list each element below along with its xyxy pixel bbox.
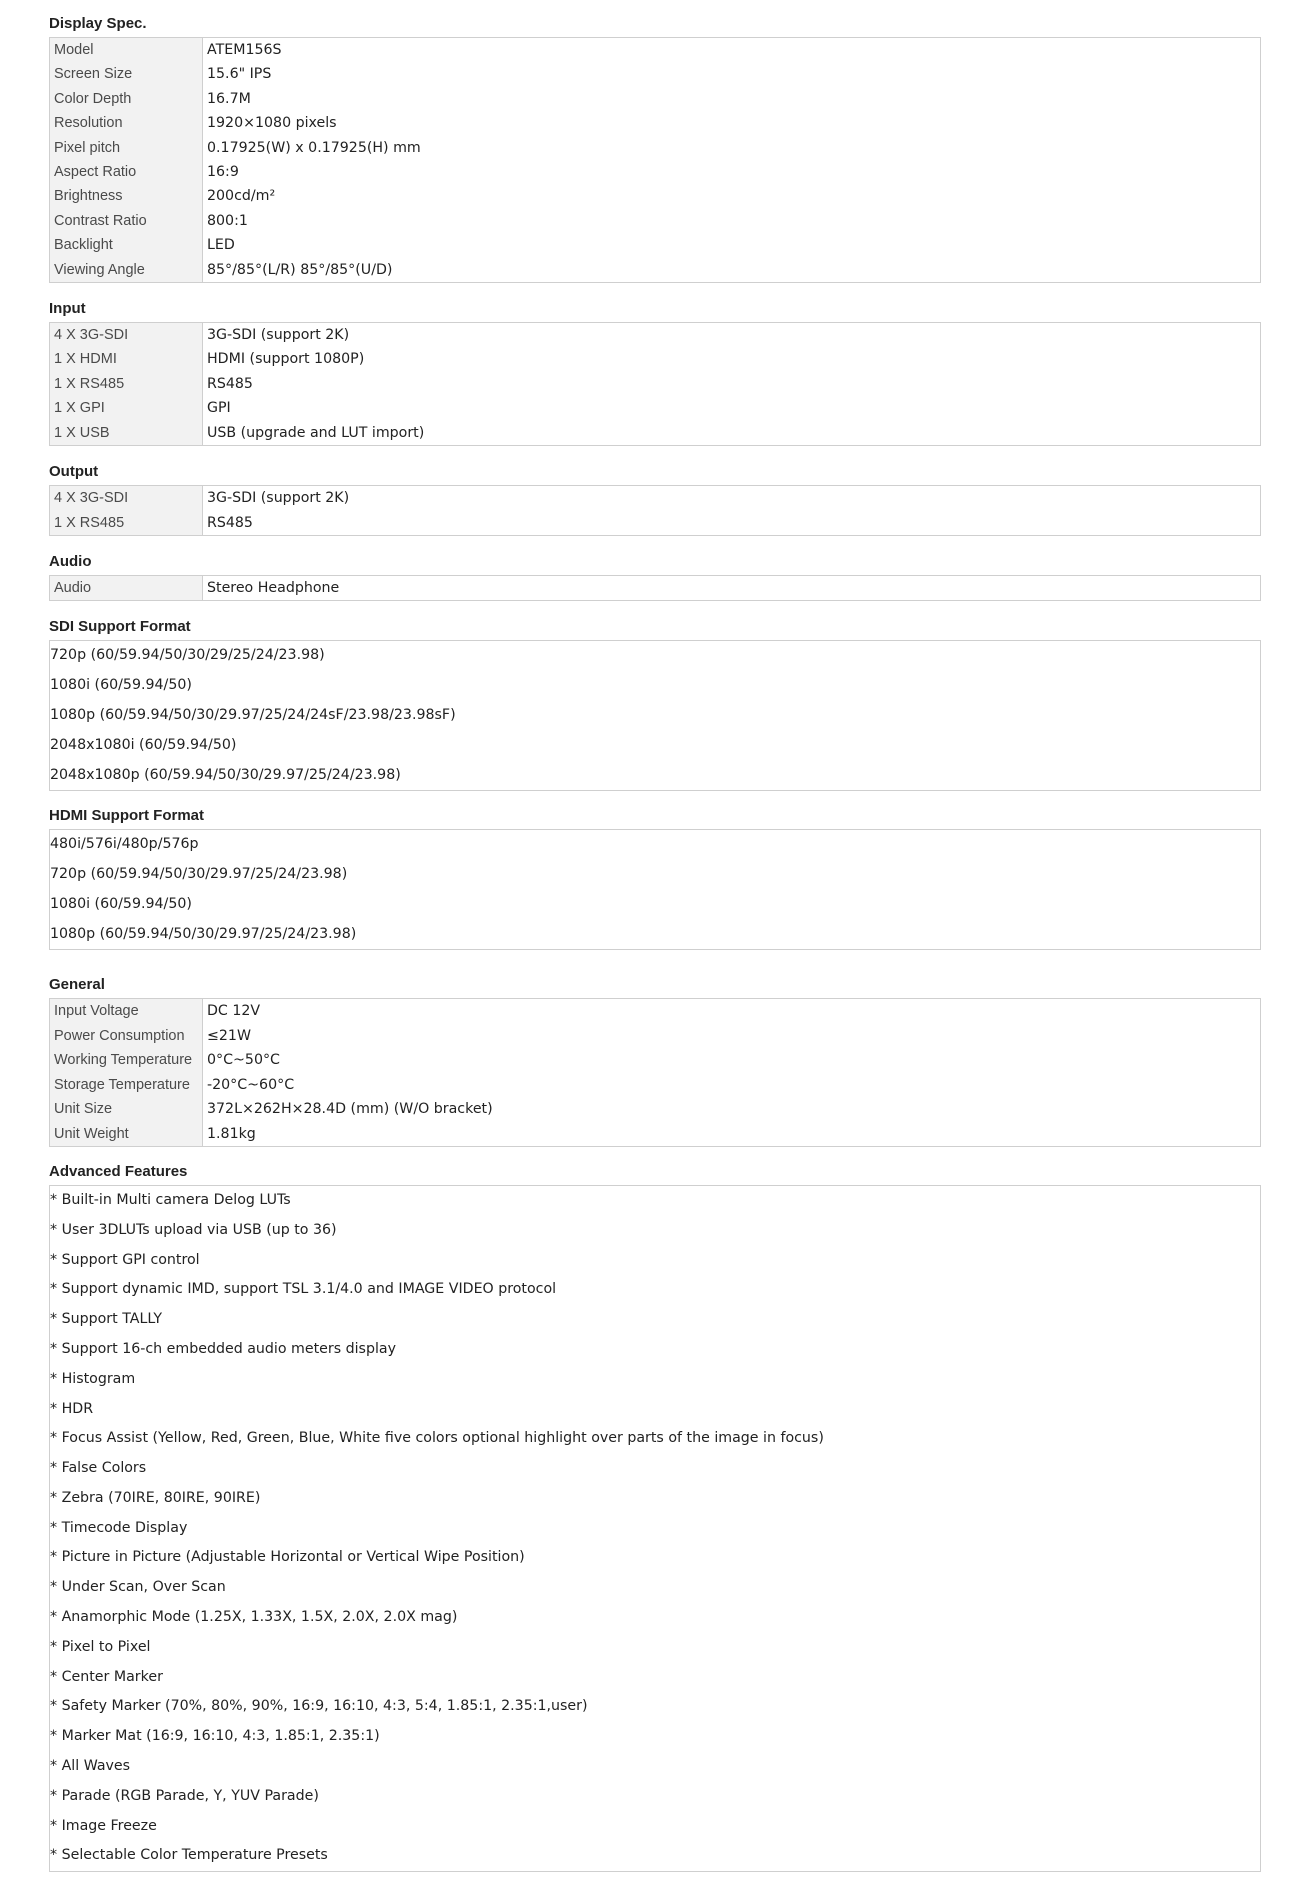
row-value: GPI [207,400,231,417]
row-label: Unit Weight [50,1122,203,1147]
table-row [50,62,1261,86]
row-value: -20°C~60°C [207,1076,295,1093]
table-row [50,136,1261,160]
row-label: Input Voltage [50,999,203,1024]
section-title-display-spec: Display Spec. [49,15,147,32]
section-title-general: General [49,976,105,994]
list-item: * Center Marker [50,1668,163,1685]
section-title-input: Input [49,300,86,318]
row-label: 1 X HDMI [50,347,203,371]
row-value: 16.7M [207,90,251,107]
list-item: * Selectable Color Temperature Presets [50,1847,328,1864]
list-item: * Support dynamic IMD, support TSL 3.1/4.0 and IMAGE VIDEO protocol [50,1281,557,1298]
table-row [50,347,1261,371]
list-item: * Picture in Picture (Adjustable Horizontal or Vertical Wipe Position) [50,1549,525,1566]
row-value: RS485 [207,375,253,392]
row-value: Stereo Headphone [207,579,340,596]
list-item: * Parade (RGB Parade, Y, YUV Parade) [50,1787,319,1804]
list-item: 1080p (60/59.94/50/30/29.97/25/24/24sF/23.98/23.98sF) [50,706,456,723]
row-label: Brightness [50,184,203,208]
section-title-hdmi-format: HDMI Support Format [49,807,204,825]
row-label: 4 X 3G-SDI [50,486,203,511]
row-label: Pixel pitch [50,136,203,160]
list-item: 2048x1080i (60/59.94/50) [50,736,237,753]
table-row [50,209,1261,233]
hdmi-format-list [49,829,1261,950]
table-row [50,1122,1261,1147]
row-label: Power Consumption [50,1024,203,1048]
table-row [50,323,1261,348]
row-value: 0°C~50°C [207,1052,280,1069]
table-row [50,486,1261,511]
table-row [50,184,1261,208]
row-value: DC 12V [207,1003,261,1020]
list-item: * Safety Marker (70%, 80%, 90%, 16:9, 16:10, 4:3, 5:4, 1.85:1, 2.35:1,user) [50,1698,588,1715]
list-item: * HDR [50,1400,94,1417]
display-spec-table [49,37,1261,283]
list-item: * Focus Assist (Yellow, Red, Green, Blue, White five colors optional highlight over parts of the image in focus) [50,1430,824,1447]
list-item: * Zebra (70IRE, 80IRE, 90IRE) [50,1489,261,1506]
row-label: 1 X USB [50,421,203,446]
list-item: * False Colors [50,1460,147,1477]
row-value: ATEM156S [207,42,282,58]
row-value: 1920×1080 pixels [207,115,337,132]
row-value: RS485 [207,514,253,531]
list-item: * Support 16-ch embedded audio meters display [50,1340,396,1357]
list-item: 480i/576i/480p/576p [50,836,199,853]
list-item: * Support GPI control [50,1251,200,1268]
row-value: 1.81kg [207,1125,256,1142]
list-item: * Marker Mat (16:9, 16:10, 4:3, 1.85:1, 2.35:1) [50,1728,380,1745]
list-item: * Histogram [50,1370,136,1387]
list-item: * Built-in Multi camera Delog LUTs [50,1191,291,1208]
row-label: 4 X 3G-SDI [50,323,203,348]
list-item: 720p (60/59.94/50/30/29/25/24/23.98) [50,647,325,664]
table-row [50,575,1261,600]
table-row [50,511,1261,536]
table-row [50,87,1261,111]
advanced-features-list [49,1185,1261,1872]
table-row [50,1024,1261,1048]
table-row [50,421,1261,446]
row-value: 85°/85°(L/R) 85°/85°(U/D) [207,261,393,278]
row-label: Contrast Ratio [50,209,203,233]
section-title-output: Output [49,463,99,481]
row-value: USB (upgrade and LUT import) [207,424,425,441]
row-value: 16:9 [207,164,239,181]
list-item: 1080i (60/59.94/50) [50,677,192,694]
table-row [50,396,1261,420]
table-row [50,233,1261,257]
table-row [50,160,1261,184]
table-row [50,1048,1261,1072]
section-title-advanced-features: Advanced Features [49,1162,188,1180]
row-label: Storage Temperature [50,1073,203,1097]
list-item: * Support TALLY [50,1311,163,1328]
row-label: 1 X RS485 [50,372,203,396]
row-value: 200cd/m² [207,188,276,205]
table-row [50,258,1261,283]
row-label: 1 X GPI [50,396,203,420]
row-value: 372L×262H×28.4D (mm) (W/O bracket) [207,1101,493,1118]
input-table [49,322,1261,446]
list-item: * Timecode Display [50,1519,188,1536]
row-label: Model [50,38,203,63]
general-table [49,998,1261,1146]
list-item: 1080i (60/59.94/50) [50,895,192,912]
row-value: HDMI (support 1080P) [207,351,365,368]
row-label: Backlight [50,233,203,257]
table-row [50,372,1261,396]
row-label: 1 X RS485 [50,511,203,536]
table-row [50,38,1261,63]
table-row [50,111,1261,135]
row-value: 800:1 [207,212,248,229]
row-label: Working Temperature [50,1048,203,1072]
spec-sheet [49,0,1261,1872]
table-row [50,1097,1261,1121]
table-row [50,1073,1261,1097]
list-item: 2048x1080p (60/59.94/50/30/29.97/25/24/23.98) [50,766,401,783]
list-item: 1080p (60/59.94/50/30/29.97/25/24/23.98) [50,925,357,942]
list-item: * Image Freeze [50,1817,157,1834]
list-item: 720p (60/59.94/50/30/29.97/25/24/23.98) [50,866,348,883]
row-label: Unit Size [50,1097,203,1121]
row-label: Color Depth [50,87,203,111]
sdi-format-list [49,640,1261,791]
output-table [49,485,1261,536]
audio-table [49,575,1261,601]
list-item: * User 3DLUTs upload via USB (up to 36) [50,1221,337,1238]
row-label: Screen Size [50,62,203,86]
section-title-sdi-format: SDI Support Format [49,618,191,636]
row-label: Audio [50,575,203,600]
list-item: * Pixel to Pixel [50,1638,151,1655]
row-value: 3G-SDI (support 2K) [207,490,350,507]
table-row [50,999,1261,1024]
row-label: Aspect Ratio [50,160,203,184]
list-item: * Under Scan, Over Scan [50,1579,226,1596]
row-label: Resolution [50,111,203,135]
section-title-audio: Audio [49,552,92,570]
list-item: * All Waves [50,1758,131,1775]
row-value: 0.17925(W) x 0.17925(H) mm [207,139,421,156]
row-label: Viewing Angle [50,258,203,283]
row-value: ≤21W [207,1027,251,1044]
row-value: 15.6" IPS [207,66,272,83]
row-value: 3G-SDI (support 2K) [207,327,350,344]
list-item: * Anamorphic Mode (1.25X, 1.33X, 1.5X, 2.0X, 2.0X mag) [50,1609,458,1626]
row-value: LED [207,237,235,254]
